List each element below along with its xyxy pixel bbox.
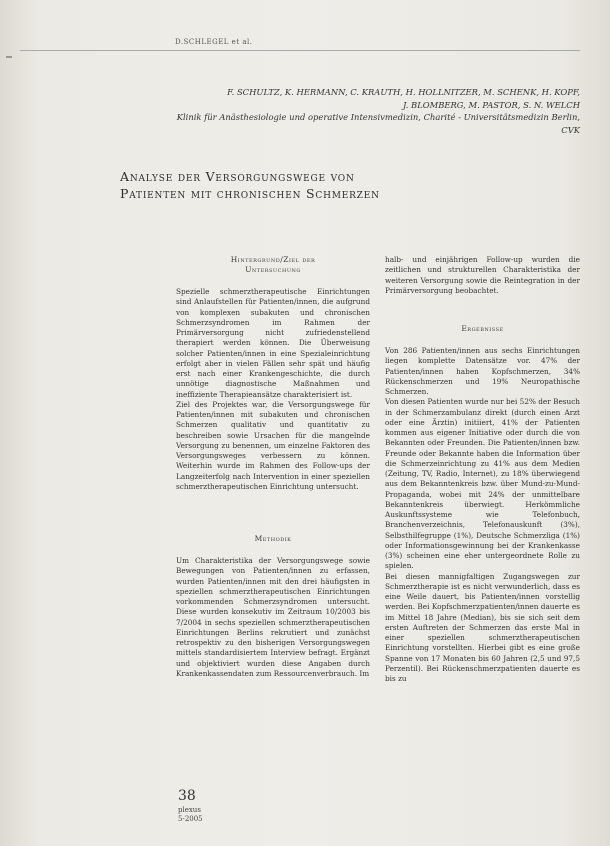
followup-paragraph: halb- und einjährigen Follow-up wurden die zeitlichen und strukturellen Charakteristika der weiteren Versorgung sowie die Reintegration in der Primärversorgung beobachtet. <box>385 255 580 295</box>
title-line: Analyse der Versorgungswege von <box>120 169 355 184</box>
affiliation-line: CVK <box>561 124 580 135</box>
scan-mark <box>6 56 12 58</box>
author-line: F. SCHULTZ, K. HERMANN, C. KRAUTH, H. HOLLNITZER, M. SCHENK, H. KOPF, <box>227 87 580 97</box>
section-heading-methods: Methodik <box>254 534 292 543</box>
running-header: D.SCHLEGEL et al. <box>175 38 253 46</box>
intro-paragraph: Spezielle schmerztherapeutische Einrichtungen sind Anlaufstellen für Patienten/innen, die aufgrund von komplexen subakuten und chronischen Schmerzsyndromen im Rahmen der Primärversorgung nicht zufriedenstellend therapiert werden können. Die Überweisung solcher Patienten/innen in eine Spezialeinrichtung erfolgt aber in vielen Fällen sehr spät und häufig erst nach einer Krankengeschichte, die durch unnötige diagnostische Maßnahmen und ineffiziente Therapieansätze charakterisiert ist. <box>176 287 370 399</box>
section-heading-background <box>176 255 370 275</box>
results-paragraph: Von diesen Patienten wurde nur bei 52% der Besuch in der Schmerzambulanz direkt (durch einen Arzt oder eine Ärztin) initiiert, 41% der Patienten kommen aus eigener Initiative oder durch die von Bekannten oder Freunden. Die Patienten/innen bzw. Freunde oder Bekannte haben die Information über die Schmerzeinrichtung zu 41% aus dem Medien (Zeitung, TV, Radio, Internet), zu 18% überwiegend aus dem Bekanntenkreis bzw. über Mund-zu-Mund-Propaganda, wobei mit 24% der unmittelbare Bekanntenkreis überwiegt. Herkömmliche Auskunftssysteme wie Telefonbuch, Branchenverzeichnis, Telefonauskunft (3%), Selbsthilfegruppe (1%), Deutsche Schmerzliga (1%) oder Informationsgewinnung bei der Krankenkasse (3%) scheinen eine eher untergeordnete Rolle zu spielen. <box>385 397 580 571</box>
journal-footer <box>178 806 203 824</box>
section-heading-results: Ergebnisse <box>461 324 504 333</box>
aim-paragraph: Ziel des Projektes war, die Versorgungswege für Patienten/innen mit subakuten und chronischen Schmerzen qualitativ und quantitativ zu beschreiben sowie Ursachen für die mangelnde Versorgung zu benennen, um einzelne Faktoren des Versorgungsweges verbessern zu können. Weiterhin wurde im Rahmen des Follow-ups der Langzeiterfolg nach Intervention in einer speziellen schmerztherapeutischen Einrichtung untersucht. <box>176 399 370 491</box>
right-column <box>385 255 580 684</box>
affiliation-line: Klinik für Anästhesiologie und operative Intensivmedizin, Charité - Universitätsmedizin Berlin, <box>176 112 580 123</box>
paper-title <box>120 168 380 202</box>
heading-line: Hintergrund/Ziel der <box>230 255 316 264</box>
author-block <box>160 86 580 136</box>
left-column <box>176 255 370 679</box>
journal-name: plexus <box>178 806 201 814</box>
methods-paragraph: Um Charakteristika der Versorgungswege sowie Bewegungen von Patienten/innen zu erfassen, wurden Patienten/innen mit den drei häufigsten in speziellen schmerztherapeutischen Einrichtungen vorkommenden Schmerzsyndromen untersucht. Diese wurden konsekutiv im Zeitraum 10/2003 bis 7/2004 in sechs speziellen schmerztherapeutischen Einrichtungen Berlins rekrutiert und zunächst retrospektiv zu den bisherigen Versorgungswegen mittels standardisiertem Interview befragt. Ergänzt und objektiviert wurden diese Angaben durch Krankenkassendaten zum Ressourcenverbrauch. Im <box>176 556 370 678</box>
header-rule <box>20 50 580 51</box>
heading-line: Untersuchung <box>245 265 301 274</box>
journal-issue: 5-2005 <box>178 815 203 823</box>
results-paragraph: Von 286 Patienten/innen aus sechs Einrichtungen liegen komplette Datensätze vor. 47% der Patienten/innen haben Kopfschmerzen, 34% Rückenschmerzen und 19% Neuropathische Schmerzen. <box>385 346 580 396</box>
author-line: J. BLOMBERG, M. PASTOR, S. N. WELCH <box>403 99 580 110</box>
title-line: Patienten mit chronischen Schmerzen <box>120 186 380 201</box>
page-number: 38 <box>178 788 196 804</box>
results-paragraph: Bei diesen mannigfaltigen Zugangswegen zur Schmerztherapie ist es nicht verwunderlich, dass es eine Weile dauert, bis Patienten/innen vorstellig werden. Bei Kopfschmerzpatienten/innen dauerte es im Mittel 18 Jahre (Median), bis sie sich seit dem ersten Auftreten der Schmerzen das erste Mal in einer speziellen schmerztherapeutischen Einrichtung vorstellten. Hierbei gibt es eine große Spanne von 17 Monaten bis 60 Jahren (2,5 und 97,5 Perzentil). Bei Rückenschmerzpatienten dauerte es bis zu <box>385 571 580 683</box>
